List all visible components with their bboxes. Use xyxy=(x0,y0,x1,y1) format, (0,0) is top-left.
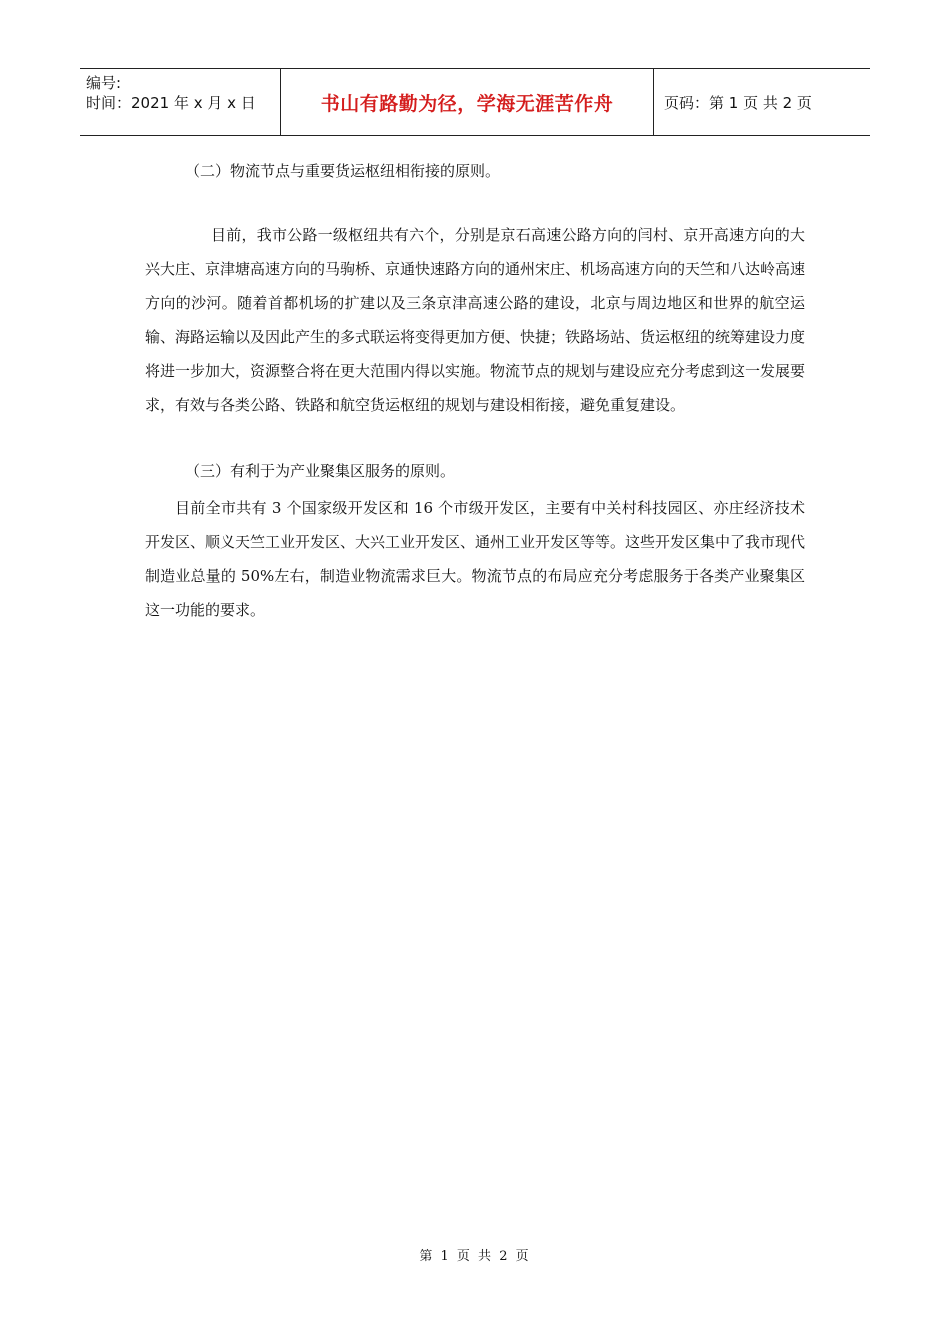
header-motto: 书山有路勤为径，学海无涯苦作舟 xyxy=(281,69,654,135)
paragraph-hub-connection: 目前，我市公路一级枢纽共有六个，分别是京石高速公路方向的闫村、京开高速方向的大兴大庄、京津塘高速方向的马驹桥、京通快速路方向的通州宋庄、机场高速方向的天竺和八达岭高速方向的沙河。随着首都机场的扩建以及三条京津高速公路的建设，北京与周边地区和世界的航空运输、海路运输以及因此产生的多式联运将变得更加方便、快捷；铁路场站、货运枢纽的统筹建设力度将进一步加大，资源整合将在更大范围内得以实施。物流节点的规划与建设应充分考虑到这一发展要求，有效与各类公路、铁路和航空货运枢纽的规划与建设相衔接，避免重复建设。 xyxy=(145,226,806,414)
header-page-info: 页码：第 1 页 共 2 页 xyxy=(664,93,812,112)
date-label: 时间：2021 年 x 月 x 日 xyxy=(86,94,256,112)
document-header xyxy=(80,68,870,136)
section-heading-3: （三）有利于为产业聚集区服务的原则。 xyxy=(185,462,456,480)
document-body xyxy=(145,154,805,627)
paragraph-industrial-zones: 目前全市共有 3 个国家级开发区和 16 个市级开发区，主要有中关村科技园区、亦庄经济技术开发区、顺义天竺工业开发区、大兴工业开发区、通州工业开发区等等。这些开发区集中了我市现代制造业总量的 50%左右，制造业物流需求巨大。物流节点的布局应充分考虑服务于各类产业聚集区这一功能的要求。 xyxy=(145,499,806,619)
serial-number-label: 编号: xyxy=(86,74,122,92)
page-footer: 第 1 页 共 2 页 xyxy=(419,1249,531,1264)
header-meta xyxy=(80,69,281,135)
section-heading-2: （二）物流节点与重要货运枢纽相衔接的原则。 xyxy=(185,162,501,180)
